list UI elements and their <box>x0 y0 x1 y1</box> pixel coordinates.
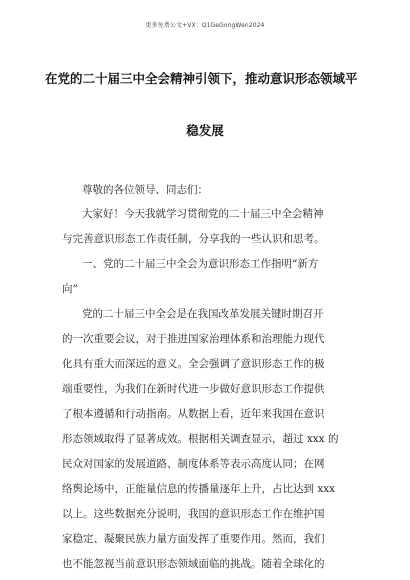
body-line: 了根本遵循和行动指南。从数据上看，近年来我国在意识 <box>62 408 325 420</box>
section-heading-1-cont: 向” <box>62 283 78 295</box>
body-line: 形态领域取得了显著成效。根据相关调查显示，超过 xxx 的 <box>62 433 339 445</box>
header-note: 更多免费公文+VX：Q1GeGongWen2024 <box>145 22 265 29</box>
body-line: 的一次重要会议，对于推进国家治理体系和治理能力现代 <box>62 333 325 345</box>
body-line: 与完善意识形态工作责任制，分享我的一些认识和思考。 <box>62 233 325 245</box>
body-line: 端重要性，为我们在新时代进一步做好意识形态工作提供 <box>62 383 325 395</box>
salutation: 尊敬的各位领导、同志们： <box>82 184 208 196</box>
body-line: 党的二十届三中全会是在我国改革发展关键时期召开 <box>82 308 324 320</box>
body-line: 络舆论场中，正能量信息的传播量逐年上升，占比达到 xxx <box>62 483 336 495</box>
body-line: 家稳定、凝聚民族力量方面发挥了重要作用。然而，我们 <box>62 533 325 545</box>
body-line: 以上。这些数据充分说明，我国的意识形态工作在维护国 <box>62 508 325 520</box>
body-line: 民众对国家的发展道路、制度体系等表示高度认同；在网 <box>62 458 325 470</box>
body-line: 大家好！今天我就学习贯彻党的二十届三中全会精神 <box>82 208 324 220</box>
title-line-1: 在党的二十届三中全会精神引领下，推动意识形态领域平 <box>45 71 358 86</box>
title-line-2: 稳发展 <box>186 123 224 138</box>
body-line: 也不能忽视当前意识形态领域面临的挑战。随着全球化的 <box>62 558 325 570</box>
section-heading-1: 一、党的二十届三中全会为意识形态工作指明“新方 <box>82 258 319 270</box>
body-line: 化具有重大而深远的意义。全会强调了意识形态工作的极 <box>62 358 325 370</box>
